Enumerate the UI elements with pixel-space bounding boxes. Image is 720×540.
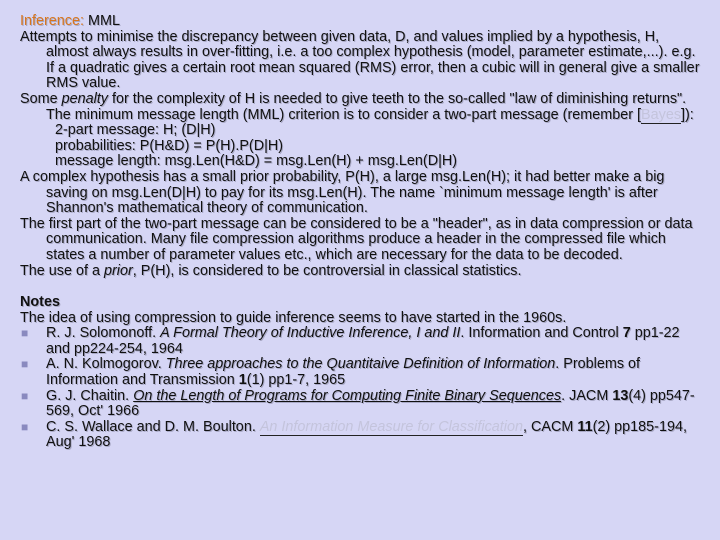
ref-title: A Formal Theory of Inductive Inference, I and II xyxy=(160,325,461,342)
paragraph-header: The first part of the two-part message can be considered to be a "header", as in data compression or data communication. Many file compression algorithms produce a header in the compressed file which states a number of parameter values etc., which are necessary for the data to be decoded. xyxy=(20,215,693,263)
ref-volume: 13 xyxy=(612,387,629,404)
prior-text-a: The use of a xyxy=(20,262,104,279)
prior-text-b: , P(H), is considered to be controversial in classical statistics. xyxy=(132,262,522,279)
penalty-text-c: ]): xyxy=(681,106,694,123)
formula-message-length: message length: msg.Len(H&D) = msg.Len(H) + msg.Len(D|H) xyxy=(55,153,458,170)
bullet-icon: ■ xyxy=(21,388,29,403)
bullet-icon: ■ xyxy=(21,419,29,434)
paragraph-complex-hypothesis: A complex hypothesis has a small prior probability, P(H), a large msg.Len(H); it had better make a big saving on msg.Len(D|H) to pay for its msg.Len(H). The name `minimum message length' is after Shannon's mathematical theory of communication. xyxy=(20,168,665,217)
ref-volume: 11 xyxy=(577,418,593,435)
ref-title-link[interactable]: An Information Measure for Classification xyxy=(259,418,523,435)
paragraph-overfitting: Attempts to minimise the discrepancy between given data, D, and values implied by a hypothesis, H, almost always results in over-fitting, i.e. a too complex hypothesis (model, parameter estimate,...). e.g. If a quadratic gives a certain root mean squared (RMS) error, then a cubic will in general give a smaller RMS value. xyxy=(20,28,700,92)
notes-heading: Notes xyxy=(20,294,60,311)
ref-source: , CACM xyxy=(522,418,578,435)
ref-source: . JACM xyxy=(561,387,613,404)
slide-title xyxy=(20,14,700,30)
formula-probabilities: probabilities: P(H&D) = P(H).P(D|H) xyxy=(55,137,284,154)
ref-author: C. S. Wallace and D. M. Boulton. xyxy=(46,418,260,435)
ref-title: On the Length of Programs for Computing Finite Binary Sequences xyxy=(133,387,562,404)
ref-volume: 1 xyxy=(238,372,247,389)
ref-pages: (1) pp1-7, 1965 xyxy=(246,372,346,389)
ref-source: . Information and Control xyxy=(460,325,623,342)
ref-author: A. N. Kolmogorov. xyxy=(46,356,166,373)
formula-two-part-message: 2-part message: H; (D|H) xyxy=(55,122,216,139)
paragraph-prior xyxy=(20,264,700,280)
spacer xyxy=(20,279,700,295)
notes-intro: The idea of using compression to guide inference seems to have started in the 1960s. xyxy=(20,309,567,326)
title-main: MML xyxy=(88,13,120,29)
reference-kolmogorov xyxy=(20,357,700,388)
ref-author: R. J. Solomonoff. xyxy=(46,325,161,342)
ref-source: . Problems of Information and Transmission xyxy=(46,356,641,389)
title-prefix: Inference: xyxy=(20,13,84,29)
reference-chaitin xyxy=(20,389,700,420)
bayes-link[interactable]: Bayes xyxy=(641,106,682,123)
penalty-text-a: Some xyxy=(20,90,62,107)
reference-wallace-boulton xyxy=(20,420,700,451)
bullet-icon: ■ xyxy=(21,357,29,372)
reference-solomonoff xyxy=(20,326,700,357)
bullet-icon: ■ xyxy=(21,326,29,341)
ref-author: G. J. Chaitin. xyxy=(46,387,134,404)
ref-title: Three approaches to the Quantitaive Definition of Information xyxy=(165,356,556,373)
penalty-term: penalty xyxy=(61,90,108,107)
paragraph-penalty xyxy=(20,92,700,123)
penalty-text-b: for the complexity of H is needed to give teeth to the so-called "law of diminishing returns". The minimum message length (MML) criterion is to consider a two-part message (remember [ xyxy=(46,90,687,123)
prior-term: prior xyxy=(104,262,133,279)
ref-pages: (4) pp547-569, Oct' 1966 xyxy=(46,387,695,420)
ref-pages: pp1-22 and pp224-254, 1964 xyxy=(46,325,680,357)
ref-pages: (2) pp185-194, Aug' 1968 xyxy=(46,418,687,451)
ref-volume: 7 xyxy=(622,325,631,342)
